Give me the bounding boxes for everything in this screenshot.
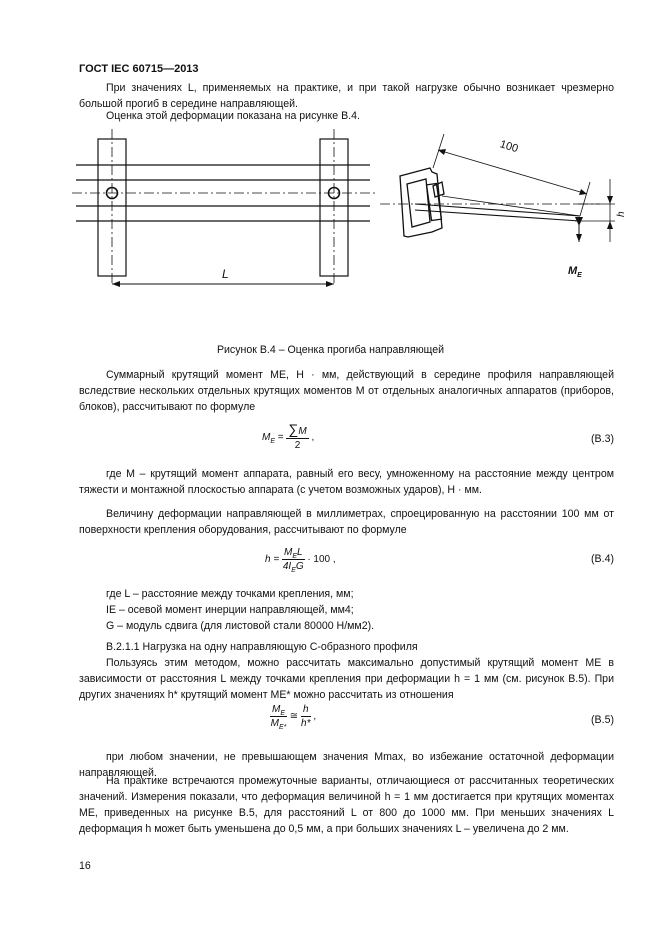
equation-b3 — [262, 423, 314, 452]
eq5-num1: M — [272, 704, 281, 715]
eq3-lhs: M — [262, 432, 271, 444]
paragraph-max-value: при любом значении, не превышающем значения Mmax, во избежание остаточной деформации направляющей. — [79, 751, 614, 779]
eq5-fraction-left — [270, 703, 287, 730]
definitions-list — [106, 586, 374, 634]
label-L: L — [222, 267, 229, 281]
equation-number-b3: (В.3) — [591, 433, 614, 445]
eq3-sum-sign: ∑ — [288, 421, 299, 437]
eq5-den1: M — [270, 718, 279, 729]
eq4-tail: · 100 , — [307, 554, 336, 566]
page-number: 16 — [79, 860, 91, 872]
eq4-den-I: 4I — [282, 561, 292, 572]
paragraph-deformation: Величину деформации направляющей в миллиметрах, спроецированную на расстоянии 100 мм от поверхности крепления оборудования, рассчитывают по формуле — [79, 508, 614, 536]
eq3-lhs-sub: E — [270, 438, 276, 446]
label-ME — [568, 265, 582, 279]
definition-L: где L – расстояние между точками крепления, мм; — [106, 588, 354, 600]
eq5-num2: h — [302, 704, 309, 715]
eq5-fraction-right — [301, 703, 311, 730]
eq3-tail: , — [311, 432, 315, 444]
paragraph-method: Пользуясь этим методом, можно рассчитать максимально допустимый крутящий момент ME в зависимости от расстояния L между точками крепления при деформации h = 1 мм (см. рисунок В.5). При других значениях h* крутящий момент ME* можно рассчитать из отношения — [79, 657, 614, 701]
definition-IE: IE – осевой момент инерции направляющей, мм4; — [106, 604, 354, 616]
section-heading: В.2.1.1 Нагрузка на одну направляющую С-образного профиля — [106, 641, 418, 653]
paragraph-practice: На практике встречаются промежуточные варианты, отличающиеся от рассчитанных теоретических значений. Измерения показали, что деформация величиной h = 1 мм достигается при крутящих моментах ME, приведенных на рисунке В.5, для расстояний L от 800 до 1000 мм. При меньших значениях L деформация h может быть уменьшена до 0,5 мм, а при больших значениях L – увеличена до 2 мм. — [79, 775, 614, 835]
equation-number-b4: (В.4) — [591, 553, 614, 565]
eq4-num-L: L — [296, 547, 303, 558]
figure-caption: Рисунок В.4 – Оценка прогиба направляющей — [216, 344, 445, 356]
eq5-approx: ≅ — [289, 711, 299, 723]
label-M: M — [568, 265, 578, 277]
eq4-lhs: h = — [265, 554, 280, 566]
eq4-den-sub: E — [291, 567, 296, 574]
eq4-den-G: G — [295, 561, 304, 572]
eq3-fraction — [286, 423, 308, 452]
eq5-tail: , — [313, 711, 317, 723]
label-E-subscript: E — [577, 272, 582, 279]
equation-b4 — [265, 546, 336, 573]
eq5-den2: h* — [301, 718, 311, 729]
equation-b5 — [270, 703, 316, 730]
eq4-num-sub: E — [292, 553, 297, 560]
c-profile-outer — [400, 168, 442, 237]
paragraph-total-torque: Суммарный крутящий момент ME, Н · мм, действующий в середине профиля направляющей вследствие нескольких отдельных крутящих моментов M от отдельных аналогичных аппаратов (приборов, блоков), рассчитывают по формуле — [79, 369, 614, 413]
document-header: ГОСТ IEC 60715—2013 — [79, 63, 199, 75]
label-h: h — [616, 211, 627, 217]
eq4-fraction — [282, 546, 305, 573]
paragraph-figure-ref: Оценка этой деформации показана на рисунке В.4. — [106, 110, 360, 122]
figure-rail-deflection — [70, 124, 630, 334]
eq5-den1-sub: E* — [278, 724, 287, 731]
dimension-100-line — [438, 150, 587, 194]
eq4-num-M: M — [283, 547, 293, 558]
eq3-numerator: M — [298, 426, 307, 437]
eq3-denominator: 2 — [294, 440, 301, 451]
paragraph-intro: При значениях L, применяемых на практике, и при такой нагрузке обычно возникает чрезмерно большой прогиб в середине направляющей. — [79, 82, 614, 110]
eq3-equals: = — [277, 432, 284, 444]
eq5-num1-sub: E — [280, 710, 286, 717]
label-100: 100 — [498, 138, 520, 156]
definition-G: G – модуль сдвига (для листовой стали 80000 Н/мм2). — [106, 620, 375, 632]
equation-number-b5: (В.5) — [591, 714, 614, 726]
paragraph-where-M: где M – крутящий момент аппарата, равный его весу, умноженному на расстояние между центром тяжести и монтажной плоскостью аппарата (с учетом возможных ударов), Н · мм. — [79, 468, 614, 496]
